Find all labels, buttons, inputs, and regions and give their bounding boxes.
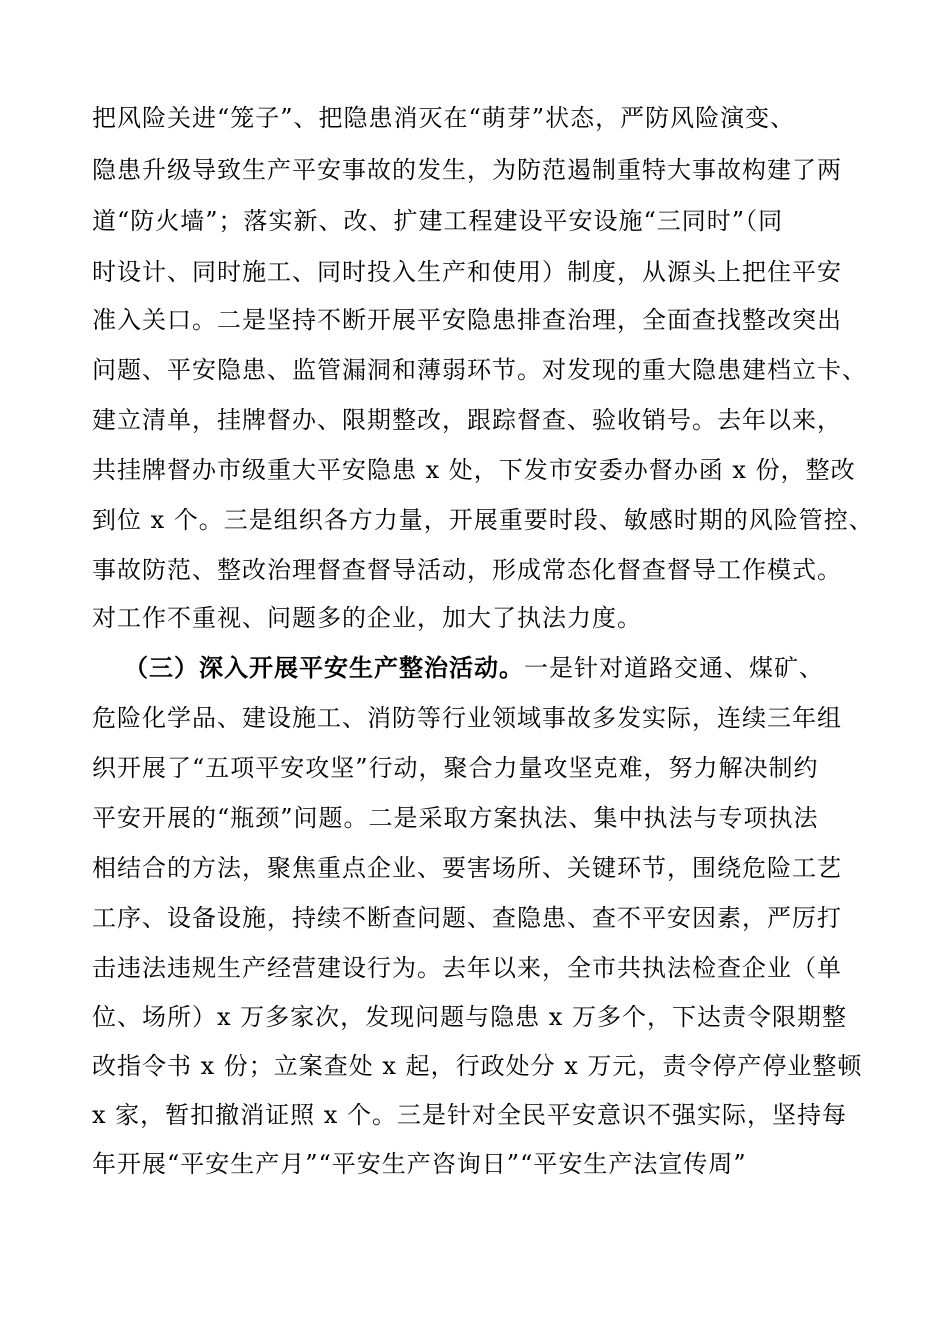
text-line: 到位 x 个。三是组织各方力量，开展重要时段、敏感时期的风险管控、 — [92, 506, 874, 534]
text-line: 时设计、同时施工、同时投入生产和使用）制度，从源头上把住平安 — [92, 258, 842, 286]
text-line: 道“防火墙”；落实新、改、扩建工程建设平安设施“三同时”（同 — [92, 207, 784, 235]
text-line: 把风险关进“笼子”、把隐患消灭在“萌芽”状态，严防风险演变、 — [92, 104, 796, 132]
text-line: 建立清单，挂牌督办、限期整改，跟踪督查、验收销号。去年以来， — [92, 406, 842, 434]
text-line: 准入关口。二是坚持不断开展平安隐患排查治理，全面查找整改突出 — [92, 306, 842, 334]
text-line: 位、场所）x 万多家次，发现问题与隐患 x 万多个，下达责令限期整 — [92, 1003, 847, 1031]
text-line: 织开展了“五项平安攻坚”行动，聚合力量攻坚克难，努力解决制约 — [92, 754, 819, 782]
section-heading: （三）深入开展平安生产整治活动。 — [124, 653, 524, 682]
text-line: 工序、设备设施，持续不断查问题、查隐患、查不平安因素，严厉打 — [92, 904, 842, 932]
paragraph-first-line — [124, 648, 914, 688]
text-line: 相结合的方法，聚焦重点企业、要害场所、关键环节，围绕危险工艺 — [92, 854, 842, 882]
text-line: 改指令书 x 份；立案查处 x 起，行政处分 x 万元，责令停产停业整顿 — [92, 1052, 863, 1080]
text-line: 问题、平安隐患、监管漏洞和薄弱环节。对发现的重大隐患建档立卡、 — [92, 356, 867, 384]
text-line: 隐患升级导致生产平安事故的发生，为防范遏制重特大事故构建了两 — [92, 156, 842, 184]
text-line: 危险化学品、建设施工、消防等行业领域事故多发实际，连续三年组 — [92, 704, 842, 732]
text-line: 年开展“平安生产月”“平安生产咨询日”“平安生产法宣传周” — [92, 1150, 747, 1178]
text-line: 共挂牌督办市级重大平安隐患 x 处，下发市安委办督办函 x 份，整改 — [92, 456, 856, 484]
text-line: 平安开展的“瓶颈”问题。二是采取方案执法、集中执法与专项执法 — [92, 804, 819, 832]
text-line: x 家，暂扣撤消证照 x 个。三是针对全民平安意识不强实际，坚持每 — [92, 1101, 847, 1129]
text-line: 对工作不重视、问题多的企业，加大了执法力度。 — [92, 604, 642, 632]
text-segment: 一是针对道路交通、煤矿、 — [524, 654, 824, 682]
text-line: 击违法违规生产经营建设行为。去年以来，全市共执法检查企业（单 — [92, 954, 842, 982]
text-line: 事故防范、整改治理督查督导活动，形成常态化督查督导工作模式。 — [92, 556, 842, 584]
